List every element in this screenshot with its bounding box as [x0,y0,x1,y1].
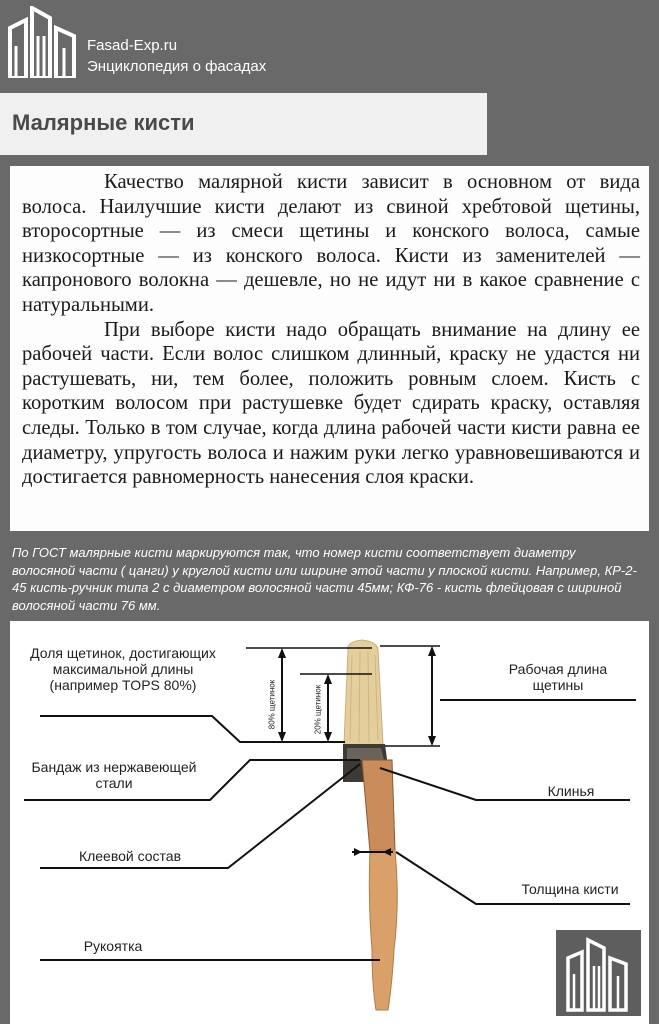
building-watermark-icon [556,930,641,1016]
label-band: Бандаж из нержавеющей стали [31,759,197,791]
scan-paragraph-2: При выборе кисти надо обращать внимание на длину ее рабочей части. Если волос слишком длинный, краску не удастся ни растушевать, ни, тем более, положить ровным слоем. Кисть с коротким волосом при растушевке будет сдирать краску, оставляя следы. Только в том случае, когда длина рабочей части кисти равна ее диаметру, упругость волоса и нажим руки легко уравновешиваются и достигается равномерность нанесения слоя краски. [22,318,640,489]
brush-illustration [343,640,397,1010]
label-wedges: Клинья [547,783,595,799]
label-80-percent: 80% щетинок [267,679,277,730]
watermark [556,930,641,1016]
wedge-block [362,760,395,852]
label-working-length: Рабочая длина щетины [508,661,608,693]
label-handle: Рукоятка [83,938,143,954]
label-thickness: Толщина кисти [521,881,619,897]
gost-note: По ГОСТ малярные кисти маркируются так, что номер кисти соответствует диаметру волосяной части ( цанги) у круглой кисти или ширине этой части у плоской кисти. Например, КР-2-45 кисть-ручник типа 2 с диаметром волосяной части 45мм; КФ-76 - кисть флейцовая с шириной волосяной части 76 мм. [12,545,637,613]
label-glue: Клеевой состав [78,848,182,864]
page-title: Малярные кисти [12,110,195,135]
label-20-percent: 20% щетинок [313,684,323,735]
handle [369,850,397,1010]
label-bristle-share: Доля щетинок, достигающих максимальной длины (например TOPS 80%) [30,645,216,693]
site-subtitle: Энциклопедия о фасадах [87,58,267,75]
scan-paragraph-1: Качество малярной кисти зависит в основном от вида волоса. Наилучшие кисти делают из свиной хребтовой щетины, второсортные — из смеси щетины и конского волоса, самые низкосортные — из конского волоса. Кисти из заменителей — капронового волокна — дешевле, но не идут ни в какое сравнение с натуральными. [22,171,640,316]
site-name[interactable]: Fasad-Exp.ru [87,37,178,54]
